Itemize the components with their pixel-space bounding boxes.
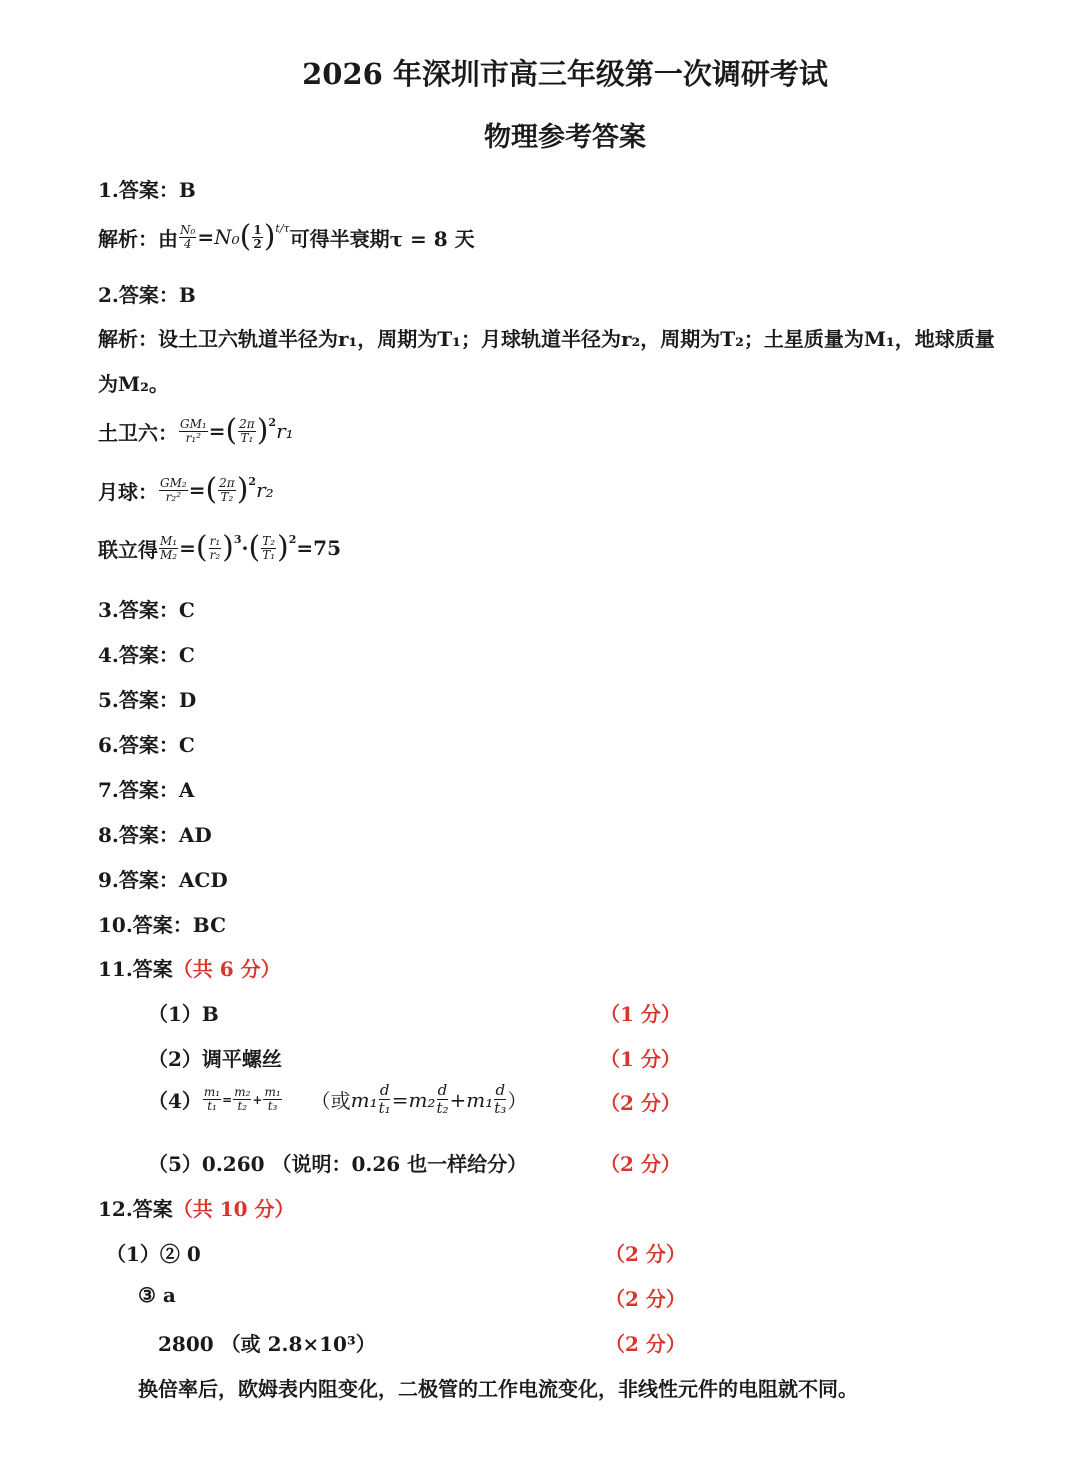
q2-analysis-line1: 解析：设土卫六轨道半径为r₁，周期为T₁；月球轨道半径为r₂，周期为T₂；土星质量为M₁，地球质量 (98, 327, 995, 351)
q11-score-2: （1 分） (600, 1047, 681, 1071)
q2-analysis-line2: 为M₂。 (98, 372, 169, 396)
q12-score-3: （2 分） (605, 1332, 686, 1356)
exam-title: 2026 年深圳市高三年级第一次调研考试 (302, 57, 828, 91)
q12-item-1: （1）② 0 (106, 1242, 201, 1266)
q11-score-1: （1 分） (600, 1002, 681, 1026)
q11-score-4: （2 分） (600, 1091, 681, 1115)
q12-points: （共 10 分） (172, 1197, 295, 1221)
q1-suffix: 可得半衰期τ = 8 天 (289, 226, 475, 251)
answer-line: 10.答案：BC (98, 913, 226, 937)
q11-item-2: （2）调平螺丝 (148, 1047, 282, 1071)
q1-fraction: $\frac{\text{N₀}}{4}$ (180, 222, 196, 251)
answer-line: 4.答案：C (98, 643, 195, 667)
q11-score-5: （2 分） (600, 1152, 681, 1176)
q11-points: （共 6 分） (172, 957, 281, 981)
q12-item-3: 2800 （或 2.8×10³） (158, 1332, 376, 1356)
q11-item-1: （1）B (148, 1002, 219, 1026)
q1-analysis: 解析：由 $\frac{\text{N₀}}{4}$ = N₀ ( $\frac{1}{2}$ ) $^{t/\tau}$ 可得半衰期τ = 8 天 (98, 219, 475, 254)
q1-prefix: 解析：由 (98, 226, 178, 251)
answer-line: 9.答案：ACD (98, 868, 228, 892)
answer-key-subtitle: 物理参考答案 (484, 122, 646, 153)
q11-item-5: （5）0.260 （说明：0.26 也一样给分） (148, 1152, 528, 1176)
answer-line: 5.答案：D (98, 688, 197, 712)
answer-line: 7.答案：A (98, 778, 195, 802)
q12-score-2: （2 分） (605, 1287, 686, 1311)
q2-answer: 2.答案：B (98, 283, 196, 307)
q12-score-1: （2 分） (605, 1242, 686, 1266)
q12-item-2: ③ a (138, 1283, 176, 1307)
answer-line: 6.答案：C (98, 733, 195, 757)
answer-line: 3.答案：C (98, 598, 195, 622)
q11-header: 11.答案 （共 6 分） (98, 953, 281, 982)
q1-answer: 1.答案：B (98, 178, 196, 202)
answer-line: 8.答案：AD (98, 823, 212, 847)
q2-titan-eq: 土卫六： $\frac{\text{GM₁}}{\text{r₁²}}$ = ( $\frac{2\pi}{\text{T₁}}$ ) $^2$ r₁ (98, 413, 294, 448)
q12-header: 12.答案 （共 10 分） (98, 1193, 295, 1222)
q11-item-4: （4） $\frac{\text{m₁}}{\text{t₁}}$ = $\frac{\text{m₂}}{\text{t₂}}$ + $\frac{\text{m₁}}{\text{t₃}}$ （或 m₁ $\frac{d}{\text{t₁}}$ = m₂ $\frac{d}{\text{t₂}}$ + m₁ $\frac{d}{\text{t₃}}$ ） (148, 1081, 528, 1117)
q2-moon-eq: 月球： $\frac{\text{GM₂}}{\text{r₂²}}$ = ( $\frac{2\pi}{\text{T₂}}$ ) $^2$ r₂ (98, 472, 274, 507)
q2-combine-eq: 联立得 $\frac{\text{M₁}}{\text{M₂}}$ = ( $\frac{\text{r₁}}{\text{r₂}}$ ) $^3$ · ( $\frac{\text{T₂}}{\text{T₁}}$ ) $^2$ =75 (98, 530, 341, 565)
q12-note: 换倍率后，欧姆表内阻变化，二极管的工作电流变化，非线性元件的电阻就不同。 (138, 1377, 858, 1401)
